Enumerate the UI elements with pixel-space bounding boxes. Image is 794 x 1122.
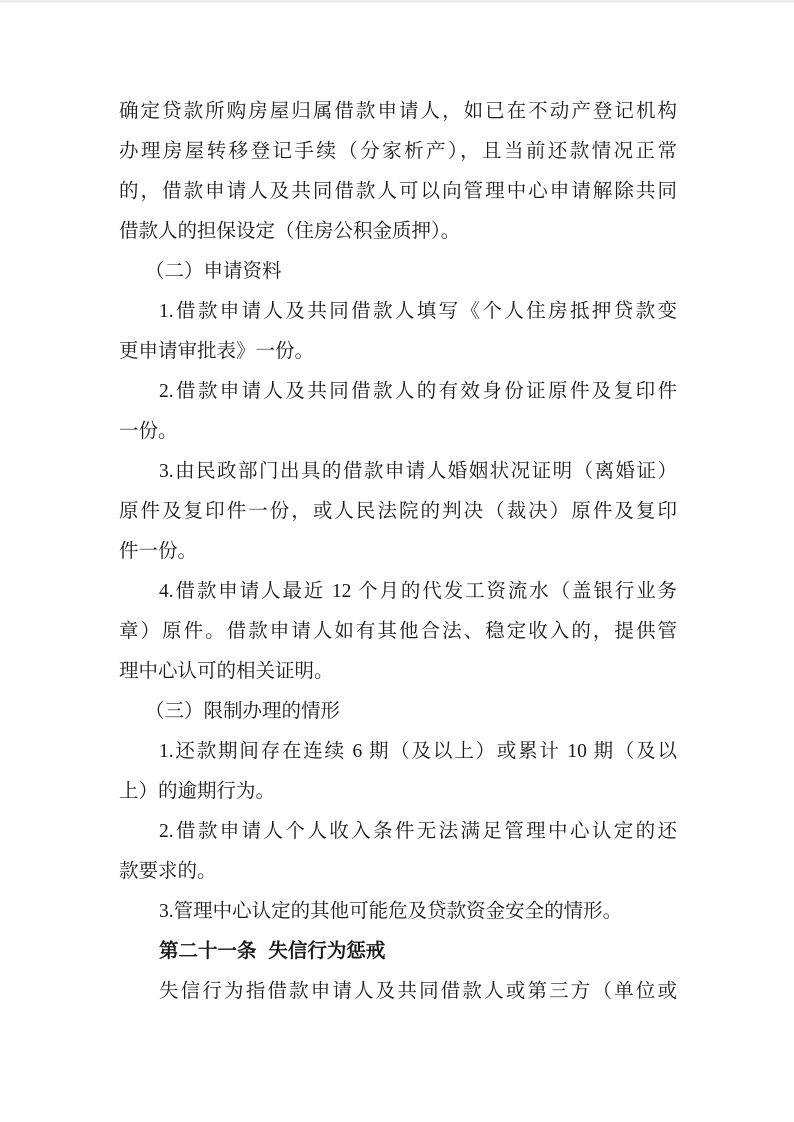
text-line: 原件及复印件一份，或人民法院的判决（裁决）原件及复印 xyxy=(119,501,677,522)
text-line: 一份。 xyxy=(119,421,178,442)
text-line: 更申请审批表》一份。 xyxy=(119,341,315,362)
paragraph-cosigner-release-conditions xyxy=(119,92,677,252)
subheading-line: （三）限制办理的情形 xyxy=(145,701,341,722)
subheading-line: （二）申请资料 xyxy=(145,261,282,282)
text-line: 理中心认可的相关证明。 xyxy=(119,661,334,682)
text-line: 确定贷款所购房屋归属借款申请人，如已在不动产登记机构 xyxy=(119,101,677,122)
text-line: 4.借款申请人最近 12 个月的代发工资流水（盖银行业务 xyxy=(159,581,677,602)
text-line: 的，借款申请人及共同借款人可以向管理中心申请解除共同 xyxy=(119,181,677,202)
paragraph-dishonesty-intro xyxy=(119,972,677,1012)
subheading-restricted-situations xyxy=(119,692,677,732)
text-line: 失信行为指借款申请人及共同借款人或第三方（单位或 xyxy=(159,981,677,1002)
text-line: 2.借款申请人及共同借款人的有效身份证原件及复印件 xyxy=(159,381,677,402)
text-line: 上）的逾期行为。 xyxy=(119,781,276,802)
text-line: 3.由民政部门出具的借款申请人婚姻状况证明（离婚证） xyxy=(159,461,677,482)
list-item-other-risk xyxy=(119,892,677,932)
subheading-application-materials xyxy=(119,252,677,292)
list-item-overdue-periods xyxy=(119,732,677,812)
text-line: 借款人的担保设定（住房公积金质押）。 xyxy=(119,221,461,242)
list-item-marital-status-proof xyxy=(119,452,677,572)
text-line: 款要求的。 xyxy=(119,861,217,882)
document-body xyxy=(119,92,677,1012)
text-line: 1.还款期间存在连续 6 期（及以上）或累计 10 期（及以 xyxy=(159,741,677,762)
article-heading-line: 第二十一条 失信行为惩戒 xyxy=(159,941,386,962)
text-line: 3.管理中心认定的其他可能危及贷款资金安全的情形。 xyxy=(159,901,623,922)
text-line: 件一份。 xyxy=(119,541,198,562)
text-line: 办理房屋转移登记手续（分家析产），且当前还款情况正常 xyxy=(119,141,677,162)
list-item-income-insufficient xyxy=(119,812,677,892)
page-top-edge xyxy=(0,0,794,3)
heading-article-21 xyxy=(119,932,677,972)
list-item-id-documents xyxy=(119,372,677,452)
list-item-application-form xyxy=(119,292,677,372)
list-item-salary-flow xyxy=(119,572,677,692)
text-line: 章）原件。借款申请人如有其他合法、稳定收入的，提供管 xyxy=(119,621,677,642)
text-line: 1.借款申请人及共同借款人填写《个人住房抵押贷款变 xyxy=(159,301,677,322)
text-line: 2.借款申请人个人收入条件无法满足管理中心认定的还 xyxy=(159,821,677,842)
